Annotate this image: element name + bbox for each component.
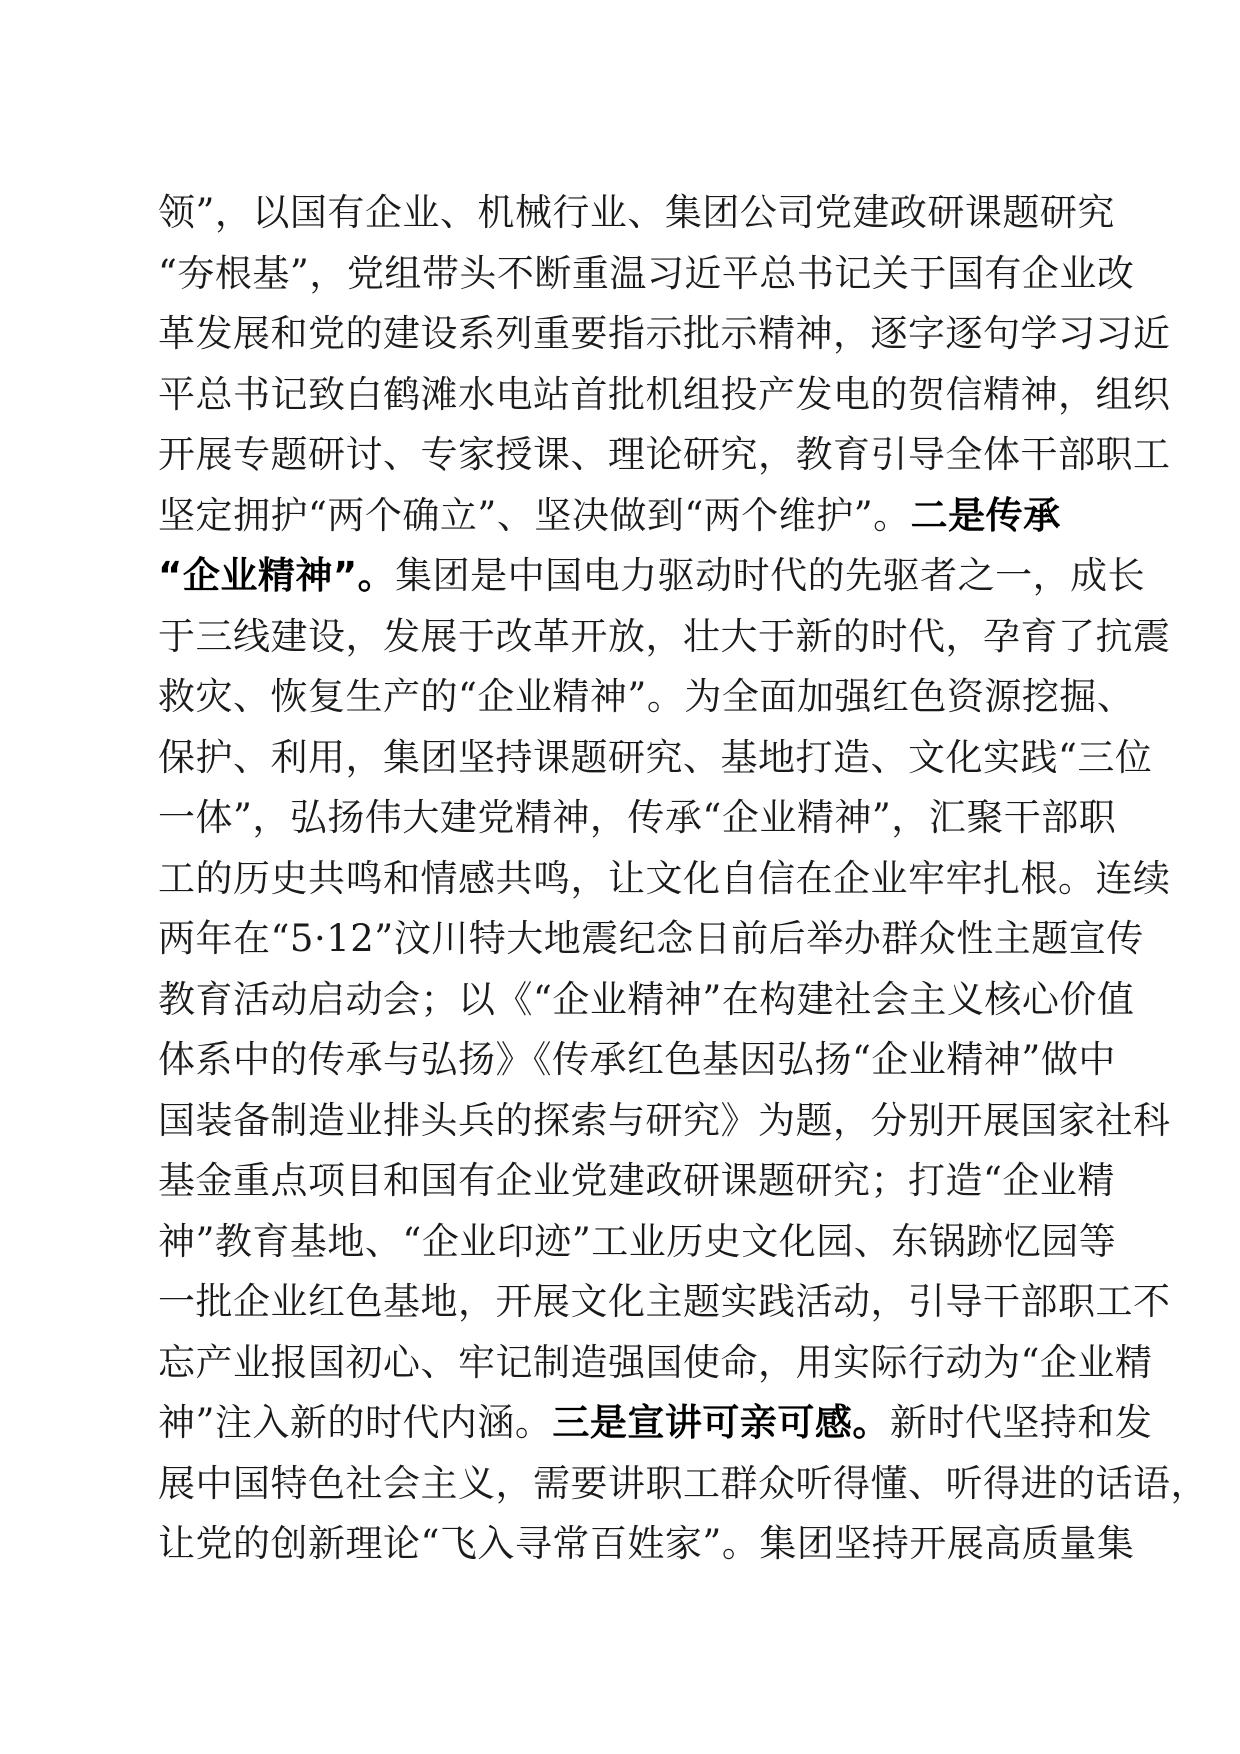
emphasis-heading: 三是宣讲可亲可感。	[552, 1401, 890, 1444]
text-segment: 国装备制造业排头兵的探索与研究》为题，分别开展国家社科	[158, 1098, 1171, 1142]
text-segment: “夯根基”，党组带头不断重温习近平总书记关于国有企业改	[158, 251, 1135, 295]
text-segment: 于三线建设，发展于改革开放，壮大于新的时代，孕育了抗震	[158, 614, 1171, 658]
text-line	[158, 1091, 1171, 1152]
body-paragraph	[158, 183, 1208, 1575]
text-segment: 让党的创新理论“飞入寻常百姓家”。集团坚持开展高质量集	[158, 1522, 1135, 1565]
text-line	[158, 1030, 1116, 1091]
text-line	[158, 849, 1171, 910]
text-segment: 坚定拥护“两个确立”、坚决做到“两个维护”。	[158, 493, 911, 537]
text-line	[158, 1393, 1153, 1454]
text-line	[158, 1151, 1115, 1212]
text-line	[158, 304, 1171, 365]
text-line	[158, 244, 1135, 305]
text-segment: 新时代坚持和发	[889, 1401, 1153, 1444]
text-line	[158, 970, 1135, 1031]
text-segment: 工的历史共鸣和情感共鸣，让文化自信在企业牢牢扎根。连续	[158, 856, 1171, 900]
emphasis-heading: “企业精神”。	[158, 554, 396, 597]
text-segment: 集团是中国电力驱动时代的先驱者之一，成长	[395, 554, 1146, 597]
text-line	[158, 1454, 1208, 1515]
text-segment: 神”注入新的时代内涵。	[158, 1401, 553, 1444]
text-segment: 忘产业报国初心、牢记制造强国使命，用实际行动为“企业精	[158, 1340, 1153, 1384]
text-line	[158, 1333, 1153, 1394]
text-segment: 平总书记致白鹤滩水电站首批机组投产发电的贺信精神，组织	[158, 372, 1171, 416]
text-line	[158, 183, 1115, 244]
text-line	[158, 1212, 1117, 1273]
text-line	[158, 1514, 1135, 1575]
text-segment: 教育活动启动会；以《“企业精神”在构建社会主义核心价值	[158, 977, 1135, 1021]
text-line	[158, 607, 1171, 668]
text-segment: 开展专题研讨、专家授课、理论研究，教育引导全体干部职工	[158, 433, 1171, 476]
text-line	[158, 1272, 1171, 1333]
text-segment: 一批企业红色基地，开展文化主题实践活动，引导干部职工不	[158, 1280, 1171, 1323]
text-line	[158, 667, 1135, 728]
text-segment: 领”，以国有企业、机械行业、集团公司党建政研课题研究	[158, 191, 1115, 234]
text-segment: 两年在“5·12”汶川特大地震纪念日前后举办群众性主题宣传	[158, 917, 1144, 960]
text-line	[158, 546, 1146, 607]
text-line	[158, 788, 1117, 849]
text-segment: 神”教育基地、“企业印迹”工业历史文化园、东锅跡忆园等	[158, 1219, 1117, 1263]
text-segment: 体系中的传承与弘扬》《传承红色基因弘扬“企业精神”做中	[158, 1038, 1116, 1081]
text-segment: 展中国特色社会主义，需要讲职工群众听得懂、听得进的话语，	[158, 1461, 1208, 1505]
text-line	[158, 425, 1171, 486]
text-line	[158, 909, 1144, 970]
text-segment: 革发展和党的建设系列重要指示批示精神，逐字逐句学习习近	[158, 312, 1171, 355]
text-line	[158, 486, 1098, 547]
text-line	[158, 365, 1171, 426]
text-segment: 保护、利用，集团坚持课题研究、基地打造、文化实践“三位	[158, 735, 1153, 779]
text-segment: 救灾、恢复生产的“企业精神”。为全面加强红色资源挖掘、	[158, 675, 1135, 718]
text-segment: 一体”，弘扬伟大建党精神，传承“企业精神”，汇聚干部职	[158, 796, 1117, 839]
emphasis-heading: 二是传承	[910, 493, 1061, 537]
text-segment: 基金重点项目和国有企业党建政研课题研究；打造“企业精	[158, 1159, 1115, 1202]
text-line	[158, 728, 1153, 789]
